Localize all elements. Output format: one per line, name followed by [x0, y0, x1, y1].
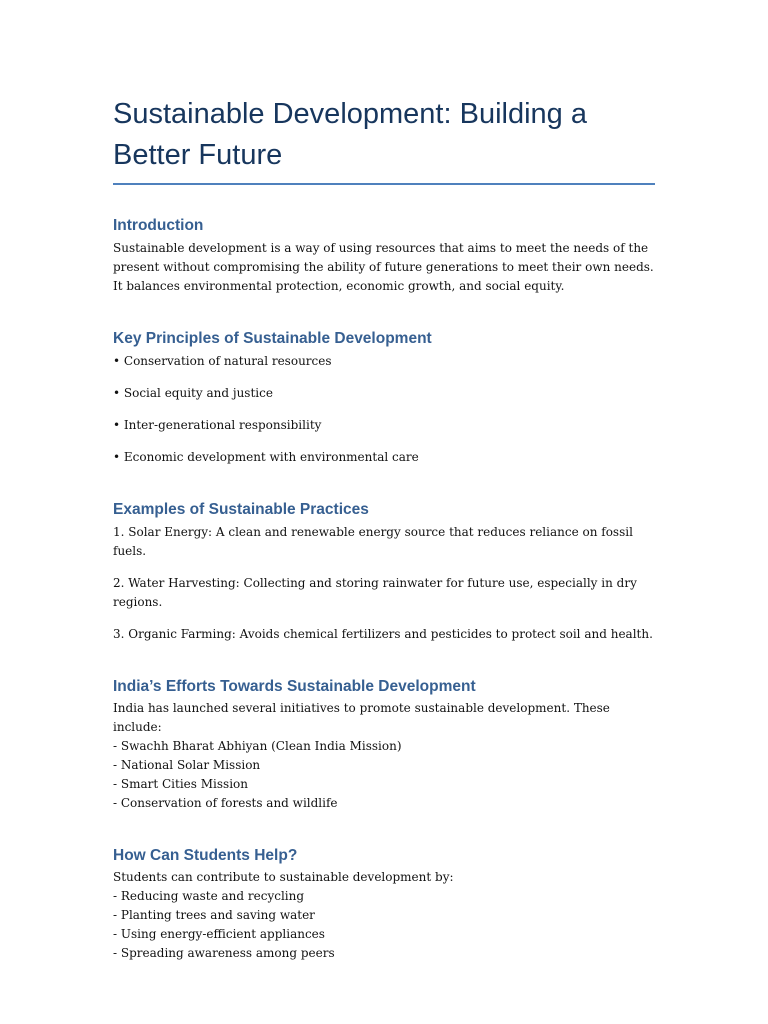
heading-introduction: Introduction: [113, 217, 204, 234]
students-action-item: - Spreading awareness among peers: [113, 946, 335, 960]
students-action-item: - Using energy-efficient appliances: [113, 927, 325, 941]
india-initiative-item: - Smart Cities Mission: [113, 777, 248, 791]
heading-india-efforts: India’s Efforts Towards Sustainable Development: [113, 678, 476, 695]
students-action-item: - Reducing waste and recycling: [113, 889, 305, 903]
principle-item: • Economic development with environmental care: [113, 450, 419, 464]
heading-key-principles: Key Principles of Sustainable Development: [113, 330, 432, 347]
principle-item: • Conservation of natural resources: [113, 354, 332, 368]
india-initiative-item: - Swachh Bharat Abhiyan (Clean India Mission): [113, 739, 402, 753]
principle-item: • Inter-generational responsibility: [113, 418, 322, 432]
students-action-item: - Planting trees and saving water: [113, 908, 315, 922]
section-introduction: [113, 216, 655, 296]
heading-examples: Examples of Sustainable Practices: [113, 501, 369, 518]
section-examples: [113, 500, 655, 644]
document-page: [113, 94, 655, 963]
india-lead: India has launched several initiatives to promote sustainable development. These include:: [113, 701, 610, 734]
india-initiative-item: - National Solar Mission: [113, 758, 261, 772]
intro-paragraph: Sustainable development is a way of using resources that aims to meet the needs of the present without compromising the ability of future generations to meet their own needs. It balances environmental protection, economic growth, and social equity.: [113, 241, 654, 293]
section-key-principles: [113, 329, 655, 467]
students-lead: Students can contribute to sustainable development by:: [113, 870, 454, 884]
document-title: Sustainable Development: Building a Better Future: [113, 94, 655, 185]
heading-students-help: How Can Students Help?: [113, 847, 298, 864]
example-item: 3. Organic Farming: Avoids chemical fertilizers and pesticides to protect soil and health.: [113, 627, 653, 641]
india-initiative-item: - Conservation of forests and wildlife: [113, 796, 338, 810]
principle-item: • Social equity and justice: [113, 386, 273, 400]
section-india-efforts: [113, 677, 655, 813]
example-item: 2. Water Harvesting: Collecting and storing rainwater for future use, especially in dry regions.: [113, 576, 637, 609]
section-students-help: [113, 846, 655, 963]
example-item: 1. Solar Energy: A clean and renewable energy source that reduces reliance on fossil fuels.: [113, 525, 633, 558]
